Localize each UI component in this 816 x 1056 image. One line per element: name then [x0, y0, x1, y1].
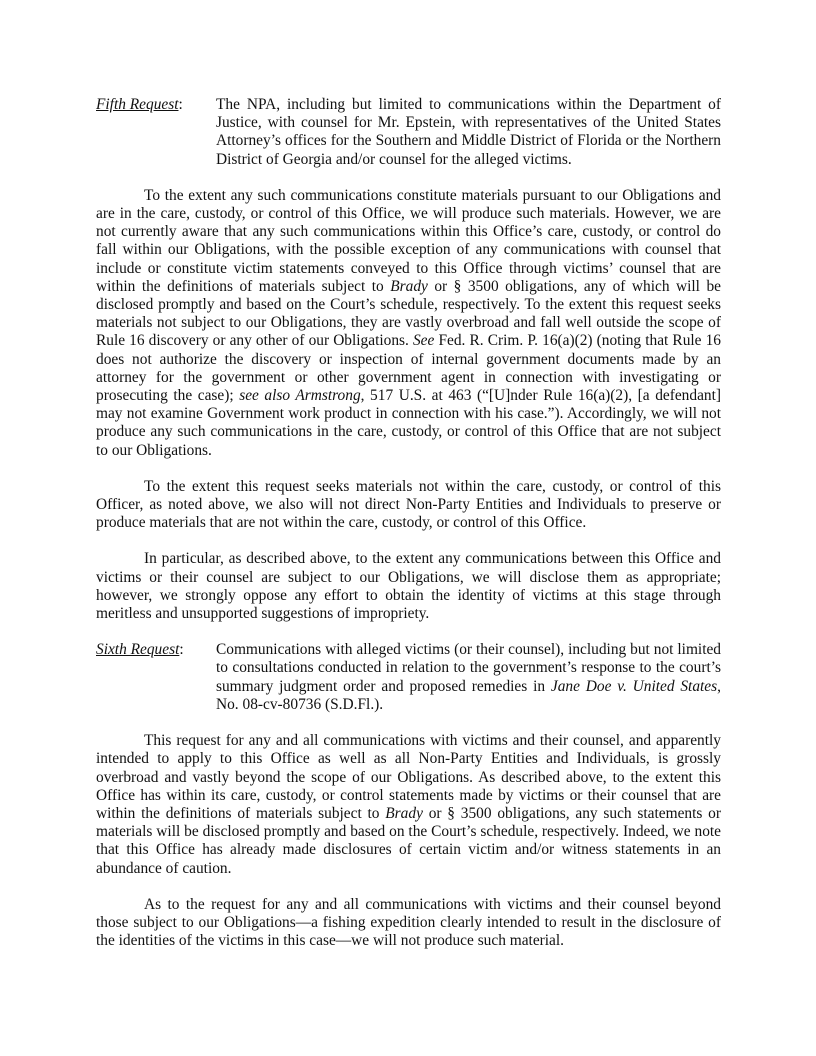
case-citation-brady: Brady — [385, 804, 423, 822]
sixth-response-paragraph-1 — [96, 732, 721, 878]
text-run: Communications with alleged victims (or their counsel), including but not limited to consultations conducted in relation to the government’s response to the court’s summary judgment order and proposed remedies in — [216, 641, 721, 695]
text-run: , 517 U.S. at 463 (“[U]nder Rule 16(a)(2), [a defendant] may not examine Government work product in connection with his case.”). Accordingly, we will not produce any such communications in the care, custody, or control of this Office that are not subject to our Obligations. — [96, 387, 721, 459]
fifth-response-paragraph-1 — [96, 187, 721, 460]
sixth-response-paragraph-2: As to the request for any and all communications with victims and their counsel beyond those subject to our Obligations—a fishing expedition clearly intended to result in the disclosure of the identities of the victims in this case—we will not produce such material. — [96, 895, 721, 950]
case-citation-armstrong: see also Armstrong — [239, 387, 361, 405]
fifth-response-paragraph-2: To the extent this request seeks materials not within the care, custody, or control of this Officer, as noted above, we also will not direct Non-Party Entities and Individuals to preserve or produce materials that are not within the care, custody, or control of this Office. — [96, 477, 721, 532]
text-run: or § 3500 obligations, any of which will be disclosed promptly and based on the Court’s schedule, respectively. To the extent this request seeks materials not subject to our Obligations, they are vastly overbroad and fall well outside the scope of Rule 16 discovery or any other of our Obligations. — [96, 277, 721, 350]
sixth-request-text — [216, 641, 721, 714]
fifth-request — [96, 96, 721, 169]
document-page — [96, 96, 721, 950]
fifth-response-paragraph-3: In particular, as described above, to the extent any communications between this Office and victims or their counsel are subject to our Obligations, we will disclose them as appropriate; however, we strongly oppose any effort to obtain the identity of victims at this stage through meritless and unsupported suggestions of impropriety. — [96, 550, 721, 623]
fifth-request-text: The NPA, including but limited to communications within the Department of Justice, with counsel for Mr. Epstein, with representatives of the United States Attorney’s offices for the Southern and Middle District of Florida or the Northern District of Georgia and/or counsel for the alleged victims. — [216, 96, 721, 168]
case-citation-brady: Brady — [390, 277, 428, 295]
text-run: This request for any and all communications with victims and their counsel, and apparently intended to apply to this Office as well as all Non-Party Entities and Individuals, is grossly overbroad and vastly beyond the scope of our Obligations. As described above, to the extent this Office has within its care, custody, or control statements made by victims or their counsel that are within the definitions of materials subject to — [96, 732, 721, 822]
text-run: , No. 08-cv-80736 (S.D.Fl.). — [216, 677, 721, 713]
signal-see: See — [412, 332, 435, 350]
text-run: or § 3500 obligations, any such statements or materials will be disclosed promptly and based on the Court’s schedule, respectively. Indeed, we note that this Office has already made disclosures of certain victim and/or witness statements in an abundance of caution. — [96, 804, 721, 877]
label-colon: : — [179, 641, 184, 659]
text-run: To the extent any such communications constitute materials pursuant to our Obligations and are in the care, custody, or control of this Office, we will produce such materials. However, we are not currently aware that any such communications within this Office’s care, custody, or control do fall within our Obligations, with the possible exception of any communications with counsel that include or constitute victim statements conveyed to this Office through victims’ counsel that are within the definitions of materials subject to — [96, 186, 721, 295]
sixth-request-label — [96, 641, 216, 714]
sixth-request — [96, 641, 721, 714]
text-run: Fed. R. Crim. P. 16(a)(2) (noting that Rule 16 does not authorize the discovery or inspection of internal government documents made by an attorney for the government or other government agent in connection with investigating or prosecuting the case); — [96, 332, 722, 405]
fifth-request-label — [96, 96, 216, 169]
label-colon: : — [178, 96, 183, 113]
case-citation-jane-doe: Jane Doe v. United States — [550, 677, 718, 695]
sixth-request-label-text: Sixth Request — [96, 641, 180, 659]
fifth-request-label-text: Fifth Request — [96, 96, 179, 113]
